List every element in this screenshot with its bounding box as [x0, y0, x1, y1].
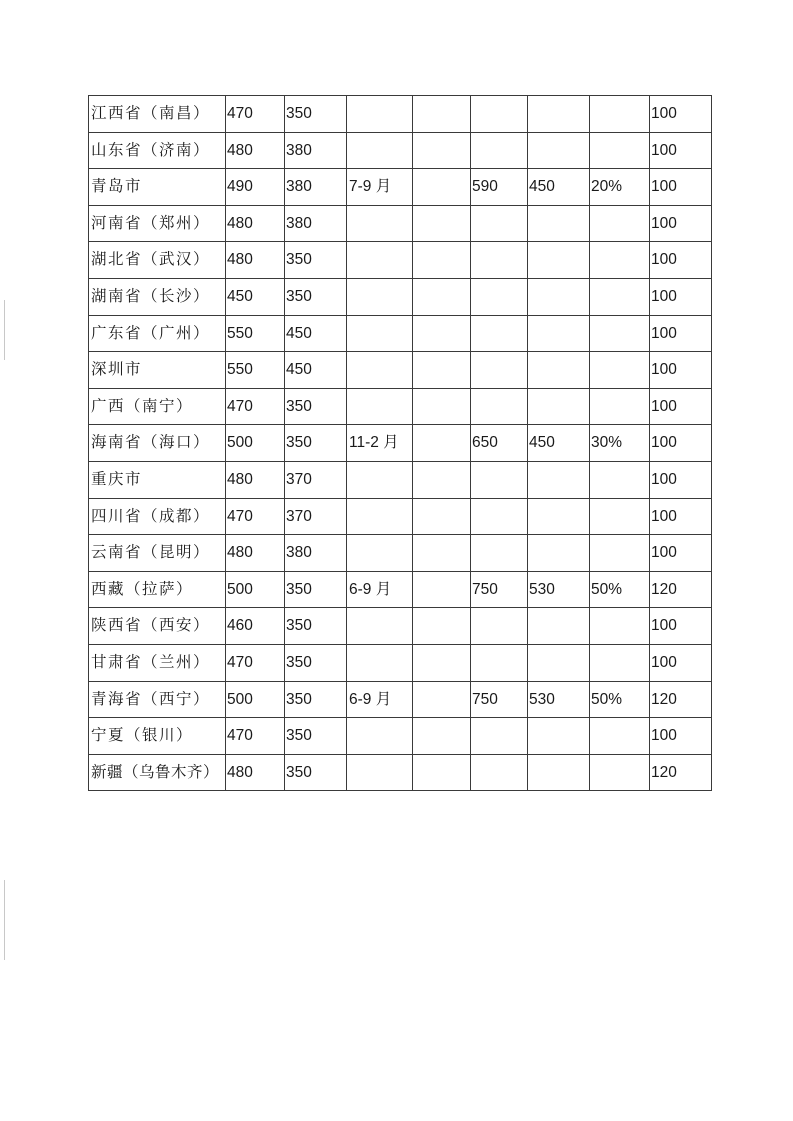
- peak-percent-cell: [590, 388, 650, 425]
- empty-cell: [413, 388, 471, 425]
- peak-secondary-rate-cell: [528, 644, 590, 681]
- peak-season-cell: [347, 461, 413, 498]
- allowance-cell: 120: [650, 754, 712, 791]
- peak-season-cell: [347, 644, 413, 681]
- peak-rate-cell: [471, 461, 528, 498]
- allowance-cell: 100: [650, 388, 712, 425]
- table-row: [89, 352, 712, 389]
- table-row: [89, 754, 712, 791]
- allowance-cell: 100: [650, 132, 712, 169]
- city-cell: 湖南省（长沙）: [89, 278, 226, 315]
- peak-secondary-rate-cell: [528, 132, 590, 169]
- peak-rate-cell: 750: [471, 571, 528, 608]
- peak-season-cell: [347, 535, 413, 572]
- secondary-rate-cell: 350: [285, 718, 347, 755]
- secondary-rate-cell: 350: [285, 608, 347, 645]
- peak-rate-cell: [471, 608, 528, 645]
- table-row: [89, 315, 712, 352]
- peak-percent-cell: [590, 754, 650, 791]
- city-cell: 江西省（南昌）: [89, 96, 226, 133]
- secondary-rate-cell: 350: [285, 242, 347, 279]
- table-row: [89, 461, 712, 498]
- city-cell: 河南省（郑州）: [89, 205, 226, 242]
- peak-rate-cell: [471, 352, 528, 389]
- empty-cell: [413, 96, 471, 133]
- peak-secondary-rate-cell: 450: [528, 425, 590, 462]
- peak-secondary-rate-cell: [528, 718, 590, 755]
- secondary-rate-cell: 380: [285, 205, 347, 242]
- peak-season-cell: 6-9 月: [347, 681, 413, 718]
- empty-cell: [413, 608, 471, 645]
- peak-rate-cell: [471, 498, 528, 535]
- peak-secondary-rate-cell: [528, 498, 590, 535]
- empty-cell: [413, 571, 471, 608]
- allowance-cell: 100: [650, 315, 712, 352]
- peak-percent-cell: [590, 535, 650, 572]
- standard-rate-cell: 500: [226, 571, 285, 608]
- peak-rate-cell: [471, 315, 528, 352]
- city-cell: 青海省（西宁）: [89, 681, 226, 718]
- standard-rate-cell: 450: [226, 278, 285, 315]
- peak-rate-cell: 750: [471, 681, 528, 718]
- city-cell: 青岛市: [89, 169, 226, 206]
- peak-season-cell: [347, 718, 413, 755]
- empty-cell: [413, 718, 471, 755]
- secondary-rate-cell: 370: [285, 461, 347, 498]
- secondary-rate-cell: 350: [285, 571, 347, 608]
- standard-rate-cell: 470: [226, 498, 285, 535]
- standard-rate-cell: 490: [226, 169, 285, 206]
- peak-season-cell: [347, 278, 413, 315]
- table-row: [89, 132, 712, 169]
- empty-cell: [413, 278, 471, 315]
- secondary-rate-cell: 350: [285, 278, 347, 315]
- peak-secondary-rate-cell: [528, 205, 590, 242]
- peak-rate-cell: 650: [471, 425, 528, 462]
- standard-rate-cell: 470: [226, 644, 285, 681]
- peak-season-cell: [347, 754, 413, 791]
- city-cell: 甘肃省（兰州）: [89, 644, 226, 681]
- city-cell: 云南省（昆明）: [89, 535, 226, 572]
- empty-cell: [413, 242, 471, 279]
- standard-rate-cell: 470: [226, 96, 285, 133]
- allowance-cell: 100: [650, 352, 712, 389]
- peak-percent-cell: 50%: [590, 571, 650, 608]
- table-row: [89, 242, 712, 279]
- city-cell: 广西（南宁）: [89, 388, 226, 425]
- table-row: [89, 205, 712, 242]
- table-row: [89, 608, 712, 645]
- scan-margin-mark: [4, 880, 5, 960]
- secondary-rate-cell: 350: [285, 681, 347, 718]
- allowance-cell: 100: [650, 242, 712, 279]
- peak-rate-cell: [471, 535, 528, 572]
- secondary-rate-cell: 350: [285, 754, 347, 791]
- table-row: [89, 425, 712, 462]
- empty-cell: [413, 425, 471, 462]
- peak-secondary-rate-cell: [528, 315, 590, 352]
- table-row: [89, 498, 712, 535]
- secondary-rate-cell: 380: [285, 132, 347, 169]
- table-row: [89, 388, 712, 425]
- peak-season-cell: [347, 352, 413, 389]
- peak-secondary-rate-cell: [528, 242, 590, 279]
- allowance-cell: 100: [650, 644, 712, 681]
- secondary-rate-cell: 380: [285, 169, 347, 206]
- peak-percent-cell: [590, 498, 650, 535]
- peak-percent-cell: 20%: [590, 169, 650, 206]
- allowance-cell: 100: [650, 96, 712, 133]
- empty-cell: [413, 754, 471, 791]
- allowance-cell: 100: [650, 608, 712, 645]
- peak-secondary-rate-cell: [528, 278, 590, 315]
- standard-rate-cell: 500: [226, 681, 285, 718]
- peak-season-cell: [347, 608, 413, 645]
- peak-rate-cell: 590: [471, 169, 528, 206]
- peak-season-cell: 7-9 月: [347, 169, 413, 206]
- peak-percent-cell: [590, 242, 650, 279]
- allowance-cell: 100: [650, 535, 712, 572]
- secondary-rate-cell: 350: [285, 96, 347, 133]
- peak-rate-cell: [471, 96, 528, 133]
- standard-rate-cell: 480: [226, 535, 285, 572]
- peak-secondary-rate-cell: [528, 461, 590, 498]
- peak-secondary-rate-cell: [528, 352, 590, 389]
- peak-rate-cell: [471, 718, 528, 755]
- city-cell: 陕西省（西安）: [89, 608, 226, 645]
- peak-percent-cell: 30%: [590, 425, 650, 462]
- secondary-rate-cell: 350: [285, 644, 347, 681]
- peak-season-cell: [347, 205, 413, 242]
- peak-percent-cell: [590, 352, 650, 389]
- peak-percent-cell: [590, 96, 650, 133]
- empty-cell: [413, 169, 471, 206]
- table-row: [89, 571, 712, 608]
- peak-season-cell: [347, 498, 413, 535]
- peak-secondary-rate-cell: [528, 96, 590, 133]
- city-cell: 山东省（济南）: [89, 132, 226, 169]
- peak-rate-cell: [471, 754, 528, 791]
- secondary-rate-cell: 380: [285, 535, 347, 572]
- peak-percent-cell: [590, 461, 650, 498]
- city-cell: 重庆市: [89, 461, 226, 498]
- standard-rate-cell: 480: [226, 754, 285, 791]
- standard-rate-cell: 480: [226, 132, 285, 169]
- peak-percent-cell: [590, 718, 650, 755]
- standard-rate-cell: 480: [226, 242, 285, 279]
- allowance-cell: 120: [650, 681, 712, 718]
- city-cell: 宁夏（银川）: [89, 718, 226, 755]
- peak-season-cell: [347, 96, 413, 133]
- standard-rate-cell: 480: [226, 205, 285, 242]
- city-cell: 海南省（海口）: [89, 425, 226, 462]
- peak-percent-cell: [590, 205, 650, 242]
- peak-secondary-rate-cell: [528, 754, 590, 791]
- empty-cell: [413, 644, 471, 681]
- rate-table: [88, 95, 712, 791]
- peak-secondary-rate-cell: 530: [528, 681, 590, 718]
- empty-cell: [413, 681, 471, 718]
- peak-season-cell: [347, 315, 413, 352]
- peak-rate-cell: [471, 242, 528, 279]
- peak-percent-cell: [590, 278, 650, 315]
- secondary-rate-cell: 370: [285, 498, 347, 535]
- peak-season-cell: 6-9 月: [347, 571, 413, 608]
- allowance-cell: 100: [650, 205, 712, 242]
- standard-rate-cell: 470: [226, 718, 285, 755]
- peak-season-cell: [347, 132, 413, 169]
- city-cell: 深圳市: [89, 352, 226, 389]
- standard-rate-cell: 500: [226, 425, 285, 462]
- rate-table-body: [89, 96, 712, 791]
- table-row: [89, 169, 712, 206]
- allowance-cell: 100: [650, 169, 712, 206]
- empty-cell: [413, 205, 471, 242]
- allowance-cell: 120: [650, 571, 712, 608]
- peak-rate-cell: [471, 132, 528, 169]
- secondary-rate-cell: 450: [285, 352, 347, 389]
- city-cell: 新疆（乌鲁木齐）: [89, 754, 226, 791]
- allowance-cell: 100: [650, 718, 712, 755]
- table-row: [89, 96, 712, 133]
- allowance-cell: 100: [650, 498, 712, 535]
- empty-cell: [413, 352, 471, 389]
- table-row: [89, 681, 712, 718]
- peak-percent-cell: 50%: [590, 681, 650, 718]
- empty-cell: [413, 535, 471, 572]
- peak-percent-cell: [590, 132, 650, 169]
- city-cell: 湖北省（武汉）: [89, 242, 226, 279]
- secondary-rate-cell: 350: [285, 388, 347, 425]
- table-row: [89, 278, 712, 315]
- peak-season-cell: [347, 388, 413, 425]
- table-row: [89, 718, 712, 755]
- allowance-cell: 100: [650, 425, 712, 462]
- allowance-cell: 100: [650, 278, 712, 315]
- empty-cell: [413, 132, 471, 169]
- peak-secondary-rate-cell: [528, 388, 590, 425]
- scan-margin-mark: [4, 300, 5, 360]
- peak-rate-cell: [471, 278, 528, 315]
- empty-cell: [413, 461, 471, 498]
- city-cell: 西藏（拉萨）: [89, 571, 226, 608]
- peak-season-cell: [347, 242, 413, 279]
- standard-rate-cell: 550: [226, 315, 285, 352]
- city-cell: 广东省（广州）: [89, 315, 226, 352]
- standard-rate-cell: 480: [226, 461, 285, 498]
- peak-season-cell: 11-2 月: [347, 425, 413, 462]
- peak-percent-cell: [590, 315, 650, 352]
- peak-percent-cell: [590, 644, 650, 681]
- secondary-rate-cell: 350: [285, 425, 347, 462]
- peak-secondary-rate-cell: [528, 535, 590, 572]
- standard-rate-cell: 550: [226, 352, 285, 389]
- allowance-cell: 100: [650, 461, 712, 498]
- table-row: [89, 644, 712, 681]
- peak-percent-cell: [590, 608, 650, 645]
- peak-rate-cell: [471, 644, 528, 681]
- empty-cell: [413, 498, 471, 535]
- peak-rate-cell: [471, 388, 528, 425]
- peak-secondary-rate-cell: [528, 608, 590, 645]
- peak-secondary-rate-cell: 530: [528, 571, 590, 608]
- standard-rate-cell: 470: [226, 388, 285, 425]
- peak-rate-cell: [471, 205, 528, 242]
- table-row: [89, 535, 712, 572]
- city-cell: 四川省（成都）: [89, 498, 226, 535]
- empty-cell: [413, 315, 471, 352]
- secondary-rate-cell: 450: [285, 315, 347, 352]
- peak-secondary-rate-cell: 450: [528, 169, 590, 206]
- standard-rate-cell: 460: [226, 608, 285, 645]
